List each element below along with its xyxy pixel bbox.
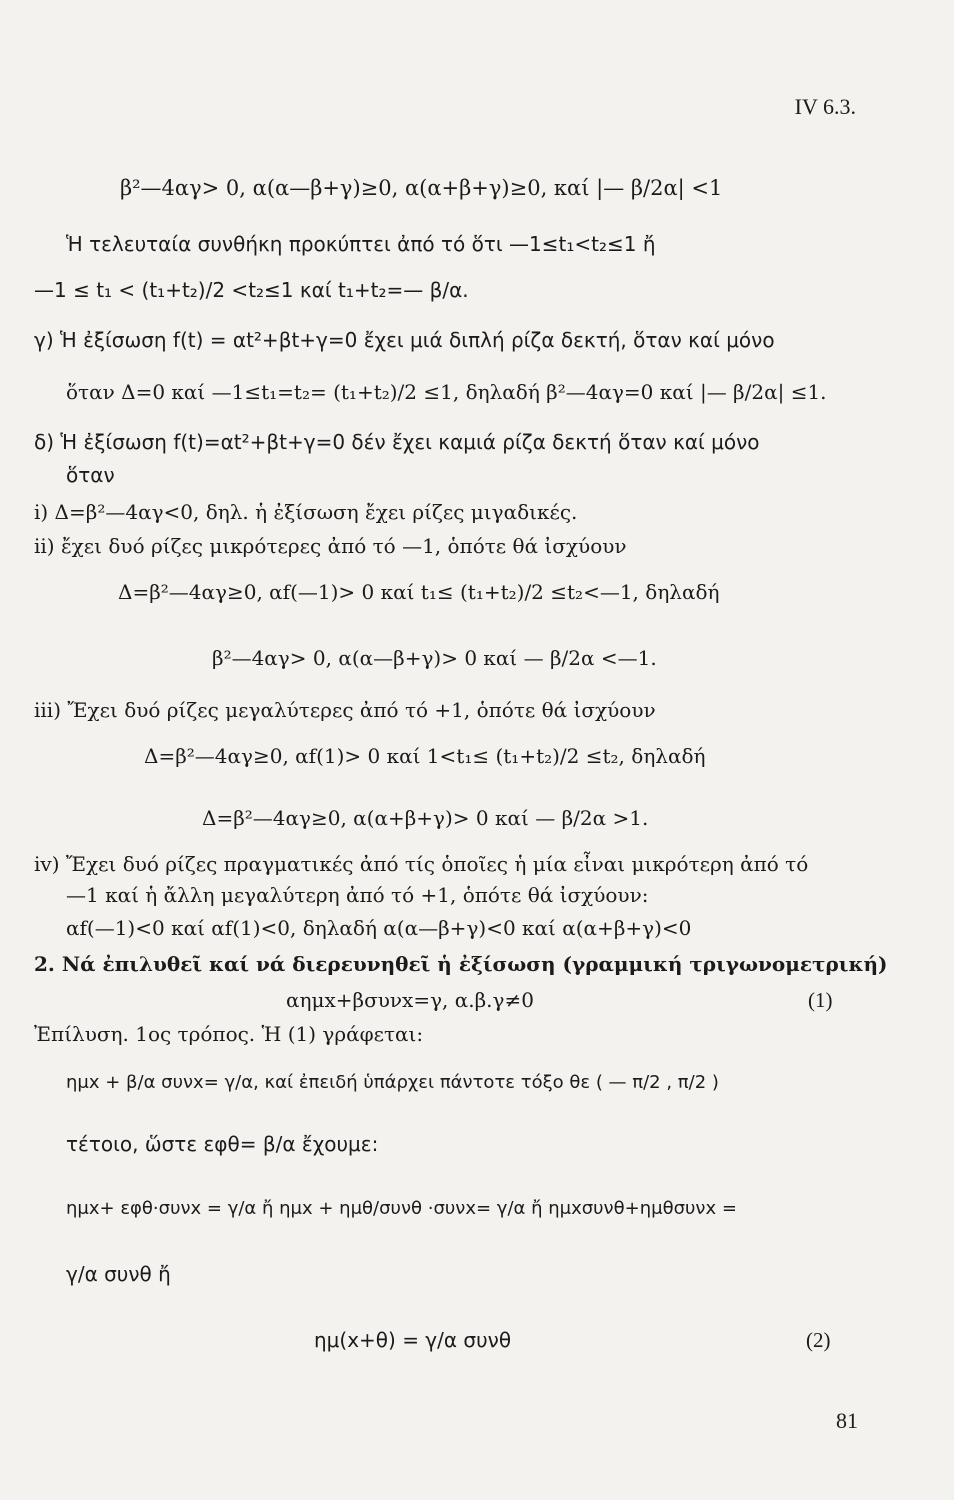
text-line: iii) Ἔχει δυό ρίζες μεγαλύτερες ἀπό τό +1, ὁπότε θά ἰσχύουν — [34, 698, 656, 722]
text-line: δ) Ἡ ἐξίσωση f(t)=αt²+βt+γ=0 δέν ἔχει καμιά ρίζα δεκτή ὅταν καί μόνο — [34, 430, 760, 454]
text-line: iv) Ἔχει δυό ρίζες πραγματικές ἀπό τίς ὁποῖες ἡ μία εἶναι μικρότερη ἀπό τό — [34, 852, 809, 876]
text-line: Δ=β²—4αγ≥0, α(α+β+γ)> 0 καί — β/2α >1. — [202, 806, 649, 830]
equation-label: (1) — [808, 988, 833, 1012]
text-line: β²—4αγ> 0, α(α—β+γ)≥0, α(α+β+γ)≥0, καί |— β/2α| <1 — [120, 176, 723, 200]
equation-label: (2) — [806, 1328, 831, 1352]
text-line: ii) ἔχει δυό ρίζες μικρότερες ἀπό τό —1, ὁπότε θά ἰσχύουν — [34, 534, 627, 558]
text-line: αf(—1)<0 καί αf(1)<0, δηλαδή α(α—β+γ)<0 καί α(α+β+γ)<0 — [66, 916, 692, 940]
text-line: ημx + β/α συνx= γ/α, καί ἐπειδή ὑπάρχει πάντοτε τόξο θε ( — π/2 , π/2 ) — [66, 1072, 719, 1093]
text-line: ὅταν — [66, 463, 115, 487]
equation-line: αημx+βσυνx=γ, α.β.γ≠0 — [286, 988, 534, 1012]
text-line: ὅταν Δ=0 καί —1≤t₁=t₂= (t₁+t₂)/2 ≤1, δηλαδή β²—4αγ=0 καί |— β/2α| ≤1. — [66, 380, 827, 404]
problem-heading: 2. Νά ἐπιλυθεῖ καί νά διερευνηθεῖ ἡ ἐξίσωση (γραμμική τριγωνομετρική) — [34, 952, 888, 976]
section-header: IV 6.3. — [794, 94, 856, 119]
text-line: γ) Ἡ ἐξίσωση f(t) = αt²+βt+γ=0 ἔχει μιά διπλή ρίζα δεκτή, ὅταν καί μόνο — [34, 328, 775, 352]
text-line: i) Δ=β²—4αγ<0, δηλ. ἡ ἐξίσωση ἔχει ρίζες μιγαδικές. — [34, 500, 578, 524]
text-line: β²—4αγ> 0, α(α—β+γ)> 0 καί — β/2α <—1. — [212, 646, 657, 670]
text-line: Δ=β²—4αγ≥0, αf(1)> 0 καί 1<t₁≤ (t₁+t₂)/2 ≤t₂, δηλαδή — [144, 744, 706, 768]
equation-line: ημ(x+θ) = γ/α συνθ — [314, 1328, 512, 1352]
page-number: 81 — [836, 1408, 858, 1433]
text-line: τέτοιο, ὥστε εφθ= β/α ἔχουμε: — [66, 1132, 379, 1156]
text-line: —1 καί ἡ ἄλλη μεγαλύτερη ἀπό τό +1, ὁπότε θά ἰσχύουν: — [66, 883, 649, 907]
text-line: γ/α συνθ ἤ — [66, 1262, 171, 1286]
text-line: Ἡ τελευταία συνθήκη προκύπτει ἀπό τό ὅτι —1≤t₁<t₂≤1 ἤ — [66, 232, 656, 256]
text-line: —1 ≤ t₁ < (t₁+t₂)/2 <t₂≤1 καί t₁+t₂=— β/α. — [34, 278, 469, 302]
text-line: ημx+ εφθ·συνx = γ/α ἤ ημx + ημθ/συνθ ·συνx= γ/α ἤ ημxσυνθ+ημθσυνx = — [66, 1198, 737, 1219]
text-line: Δ=β²—4αγ≥0, αf(—1)> 0 καί t₁≤ (t₁+t₂)/2 ≤t₂<—1, δηλαδή — [118, 580, 720, 604]
solution-heading: Ἐπίλυση. 1ος τρόπος. Ἡ (1) γράφεται: — [34, 1022, 424, 1046]
